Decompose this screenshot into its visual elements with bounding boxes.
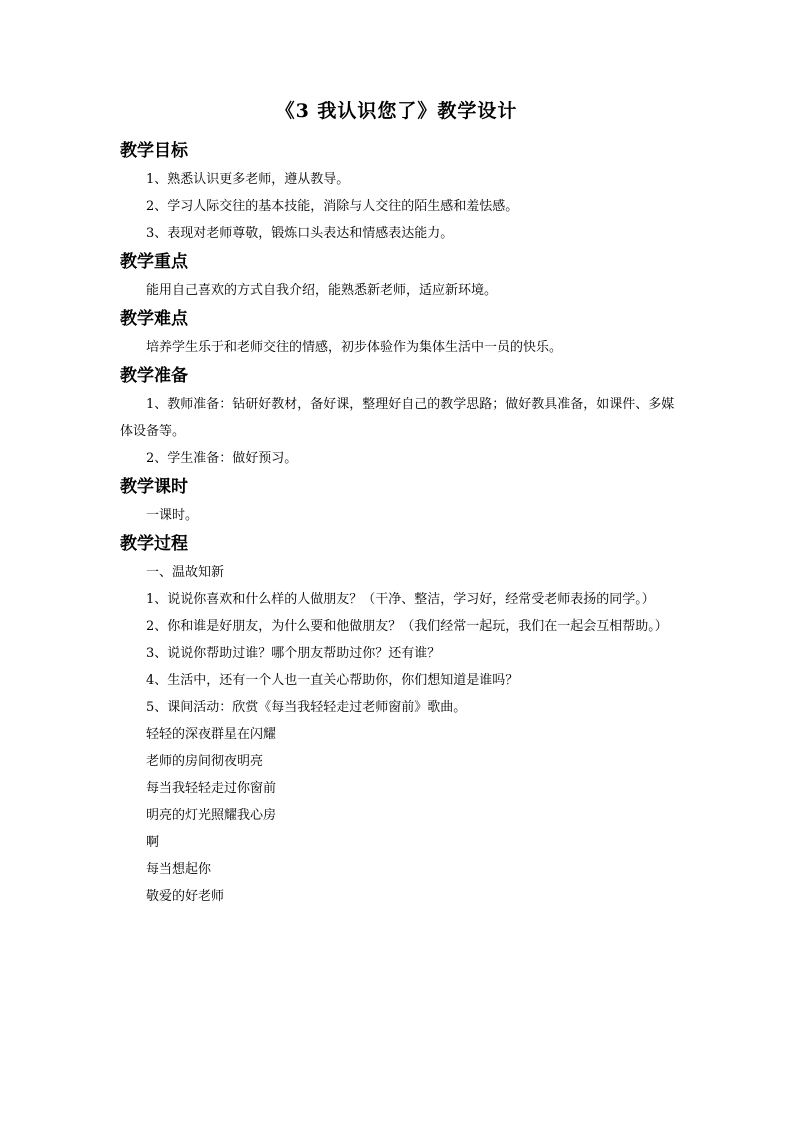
goal-item-3: 3、表现对老师尊敬，锻炼口头表达和情感表达能力。	[146, 226, 454, 241]
heading-preparation: 教学准备	[120, 366, 188, 386]
heading-difficulty: 教学难点	[120, 309, 188, 329]
goal-item-2: 2、学习人际交往的基本技能，消除与人交往的陌生感和羞怯感。	[146, 199, 519, 214]
heading-class-hours: 教学课时	[120, 477, 188, 497]
document-body	[120, 136, 676, 910]
lyric-line: 每当我轻轻走过你窗前	[146, 781, 277, 796]
class-hours-text: 一课时。	[146, 508, 199, 523]
heading-goals: 教学目标	[120, 141, 188, 161]
lyric-line: 轻轻的深夜群星在闪耀	[146, 727, 277, 742]
heading-process: 教学过程	[120, 534, 188, 554]
difficulty-text: 培养学生乐于和老师交往的情感，初步体验作为集体生活中一员的快乐。	[146, 340, 563, 355]
lyric-line: 明亮的灯光照耀我心房	[146, 808, 277, 823]
process-item-3: 3、说说你帮助过谁？哪个朋友帮助过你？还有谁？	[146, 646, 441, 661]
process-item-4: 4、生活中，还有一个人也一直关心帮助你，你们想知道是谁吗？	[146, 673, 519, 688]
process-subheading: 一、温故知新	[146, 565, 225, 580]
prep-item-2: 2、学生准备：做好预习。	[146, 451, 298, 466]
heading-key-points: 教学重点	[120, 252, 188, 272]
process-item-2: 2、你和谁是好朋友，为什么要和他做朋友？（我们经常一起玩，我们在一起会互相帮助。）	[146, 619, 668, 634]
document-title: 《3 我认识您了》教学设计	[275, 100, 518, 122]
process-item-5: 5、课间活动：欣赏《每当我轻轻走过老师窗前》歌曲。	[146, 700, 467, 715]
goal-item-1: 1、熟悉认识更多老师，遵从教导。	[146, 172, 350, 187]
key-points-text: 能用自己喜欢的方式自我介绍，能熟悉新老师，适应新环境。	[146, 283, 498, 298]
lyric-line: 啊	[146, 835, 160, 850]
lyric-line: 每当想起你	[146, 862, 212, 877]
prep-item-1: 1、教师准备：钻研好教材，备好课，整理好自己的教学思路；做好教具准备，如课件、多媒体设备等。	[120, 397, 675, 439]
lyric-line: 敬爱的好老师	[146, 889, 225, 904]
process-item-1: 1、说说你喜欢和什么样的人做朋友？（干净、整洁，学习好，经常受老师表扬的同学。）	[146, 592, 655, 607]
lyric-line: 老师的房间彻夜明亮	[146, 754, 264, 769]
